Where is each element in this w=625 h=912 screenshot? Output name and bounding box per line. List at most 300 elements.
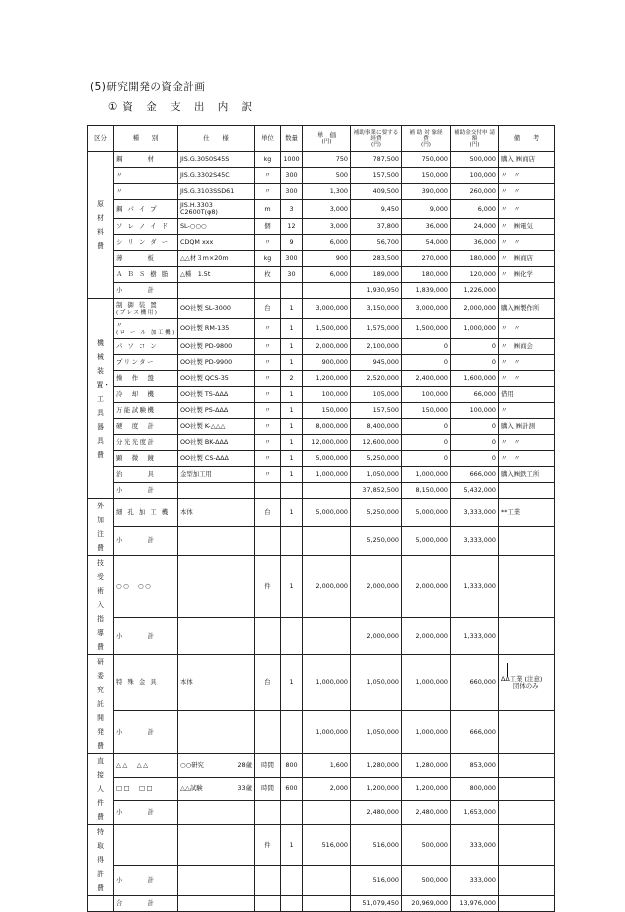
item-quantity: 1 <box>281 387 303 403</box>
table-row <box>88 777 555 801</box>
header-koufu <box>451 126 499 152</box>
item-quantity: 1000 <box>281 152 303 168</box>
item-grant-amount: 500,000 <box>451 152 499 168</box>
item-type-note: (ロ ー ル 加工機) <box>116 329 176 336</box>
item-project-cost: 37,800 <box>351 219 402 235</box>
table-row <box>88 435 555 451</box>
item-quantity: 12 <box>281 219 303 235</box>
item-quantity: 2 <box>281 371 303 387</box>
item-type-text: 〃 <box>116 320 124 329</box>
item-grant-amount: 3,333,000 <box>451 499 499 527</box>
item-remarks-text: 〃 ㈱商会 <box>501 342 533 350</box>
item-type <box>114 556 178 618</box>
header-bikou: 備 考 <box>499 126 555 152</box>
header-jigyouhi-label: 補助事業に要する経費 <box>353 129 399 142</box>
table-row <box>88 403 555 419</box>
header-tanka-unit: (円) <box>321 139 332 145</box>
item-type-text: 鋼 材 <box>116 155 156 163</box>
table-row <box>88 184 555 200</box>
item-spec <box>178 251 255 267</box>
item-remarks <box>499 435 555 451</box>
item-unit-price: 100,000 <box>303 387 351 403</box>
item-type <box>114 467 178 483</box>
item-grant-amount: 120,000 <box>451 267 499 283</box>
total-label: 合 計 <box>114 896 178 912</box>
subtotal-spec <box>178 526 255 555</box>
subtotal-unit <box>255 483 281 499</box>
item-quantity: 300 <box>281 168 303 184</box>
item-remarks-note: 団体のみ <box>513 681 539 690</box>
item-type <box>114 319 178 339</box>
subtotal-project-cost: 1,050,000 <box>351 711 402 754</box>
subtotal-unit-price <box>303 526 351 555</box>
item-grant-amount: 666,000 <box>451 467 499 483</box>
item-unit: 台 <box>255 299 281 319</box>
item-spec-text: 本体 <box>180 507 193 516</box>
item-remarks-text: 〃 〃 <box>501 324 521 332</box>
item-spec-text: ○○研究 <box>180 760 204 769</box>
item-remarks <box>499 467 555 483</box>
item-type <box>114 403 178 419</box>
item-quantity: 1 <box>281 467 303 483</box>
item-project-cost: 5,250,000 <box>351 499 402 527</box>
item-eligible-cost: 36,000 <box>402 219 451 235</box>
item-remarks-text: 購入 ㈱計測 <box>501 422 535 430</box>
total-eligible-cost: 20,969,000 <box>402 896 451 912</box>
item-type-text: 〃 <box>116 187 124 195</box>
item-grant-amount: 36,000 <box>451 235 499 251</box>
item-eligible-cost: 750,000 <box>402 152 451 168</box>
table-row <box>88 387 555 403</box>
header-tanka <box>303 126 351 152</box>
subtotal-grant-amount: 3,333,000 <box>451 526 499 555</box>
item-eligible-cost: 0 <box>402 451 451 467</box>
header-taishou-unit: (円) <box>421 141 431 148</box>
item-grant-amount: 800,000 <box>451 777 499 801</box>
section-label-text: 研委究託開発費 <box>97 658 104 750</box>
subtotal-remarks <box>499 618 555 655</box>
item-type <box>114 754 178 778</box>
item-unit-price: 1,300 <box>303 184 351 200</box>
subtotal-unit <box>255 866 281 896</box>
item-unit-price: 500 <box>303 168 351 184</box>
item-remarks <box>499 168 555 184</box>
item-grant-amount: 0 <box>451 355 499 371</box>
budget-table <box>87 125 555 912</box>
section-subtitle: ①資 金 支 出 内 訳 <box>108 101 258 113</box>
item-project-cost: 3,150,000 <box>351 299 402 319</box>
item-project-cost: 105,000 <box>351 387 402 403</box>
item-remarks <box>499 319 555 339</box>
item-unit-price: 900,000 <box>303 355 351 371</box>
item-quantity: 1 <box>281 655 303 711</box>
item-quantity: 300 <box>281 251 303 267</box>
item-type-text: ソ レ ノ イ ド <box>116 222 170 230</box>
header-suuryou: 数量 <box>281 126 303 152</box>
table-row <box>88 451 555 467</box>
total-grant-amount: 13,976,000 <box>451 896 499 912</box>
item-eligible-cost: 2,000,000 <box>402 556 451 618</box>
total-unit <box>255 896 281 912</box>
item-remarks-text: 〃 〃 <box>501 454 521 462</box>
item-remarks-text: **工業 <box>501 507 521 516</box>
subtotal-spec <box>178 711 255 754</box>
table-row <box>88 267 555 283</box>
subtotal-quantity <box>281 711 303 754</box>
item-type-text: 制 御 装 置 <box>116 300 159 309</box>
item-remarks <box>499 777 555 801</box>
item-type <box>114 152 178 168</box>
item-spec <box>178 387 255 403</box>
item-unit-price: 2,000,000 <box>303 339 351 355</box>
item-unit: 〃 <box>255 451 281 467</box>
item-unit-price: 5,000,000 <box>303 499 351 527</box>
item-grant-amount: 333,000 <box>451 825 499 866</box>
item-type-text: 薄 板 <box>116 254 156 262</box>
item-eligible-cost: 0 <box>402 419 451 435</box>
item-unit: 〃 <box>255 371 281 387</box>
subtotal-remarks <box>499 866 555 896</box>
item-remarks <box>499 754 555 778</box>
item-type-text: □□ □□ <box>116 784 155 793</box>
item-eligible-cost: 500,000 <box>402 825 451 866</box>
item-quantity: 300 <box>281 184 303 200</box>
item-unit: kg <box>255 251 281 267</box>
item-unit: 台 <box>255 655 281 711</box>
subtotal-project-cost: 37,852,500 <box>351 483 402 499</box>
item-quantity: 1 <box>281 499 303 527</box>
item-quantity: 1 <box>281 419 303 435</box>
item-remarks <box>499 152 555 168</box>
item-unit-price: 3,000 <box>303 200 351 219</box>
table-row <box>88 655 555 711</box>
item-remarks <box>499 655 555 711</box>
item-spec <box>178 499 255 527</box>
item-spec <box>178 184 255 200</box>
item-grant-amount: 0 <box>451 339 499 355</box>
item-quantity: 1 <box>281 451 303 467</box>
item-eligible-cost: 150,000 <box>402 168 451 184</box>
item-grant-amount: 0 <box>451 419 499 435</box>
item-type-text: 分光光度計 <box>116 438 156 446</box>
item-eligible-cost: 100,000 <box>402 387 451 403</box>
item-type-note: (プレス機用) <box>116 309 159 316</box>
subtotal-eligible-cost: 2,480,000 <box>402 801 451 825</box>
item-grant-amount: 853,000 <box>451 754 499 778</box>
item-type <box>114 267 178 283</box>
table-row <box>88 825 555 866</box>
item-type-text: 鋼 パ イ プ <box>116 204 159 213</box>
item-type <box>114 777 178 801</box>
bracket-mark <box>502 663 508 677</box>
item-grant-amount: 1,000,000 <box>451 319 499 339</box>
item-type-text: 特 殊 金 具 <box>116 678 159 687</box>
item-remarks-text: 〃 <box>501 406 508 414</box>
item-unit: 〃 <box>255 387 281 403</box>
item-grant-amount: 66,000 <box>451 387 499 403</box>
item-unit-price: 2,000 <box>303 777 351 801</box>
item-unit: 時間 <box>255 777 281 801</box>
header-jigyouhi <box>351 126 402 152</box>
item-grant-amount: 180,000 <box>451 251 499 267</box>
subtotal-unit-price <box>303 801 351 825</box>
item-type <box>114 499 178 527</box>
table-row <box>88 219 555 235</box>
subtotal-unit-price <box>303 283 351 299</box>
item-unit: 〃 <box>255 168 281 184</box>
table-header <box>88 126 555 152</box>
item-project-cost: 157,500 <box>351 403 402 419</box>
item-quantity: 1 <box>281 556 303 618</box>
item-remarks-text: 借用 <box>501 390 514 398</box>
item-project-cost: 157,500 <box>351 168 402 184</box>
item-remarks <box>499 825 555 866</box>
item-unit: 〃 <box>255 319 281 339</box>
table-row <box>88 152 555 168</box>
subtotal-quantity <box>281 801 303 825</box>
subtotal-unit-price <box>303 483 351 499</box>
item-eligible-cost: 2,400,000 <box>402 371 451 387</box>
section-label <box>88 299 114 499</box>
page-title: (5)研究開発の資金計画 <box>90 81 206 93</box>
subtotal-row <box>88 483 555 499</box>
subtotal-eligible-cost: 5,000,000 <box>402 526 451 555</box>
subtotal-quantity <box>281 483 303 499</box>
section-label-text: 直接人件費 <box>97 757 104 821</box>
item-quantity: 600 <box>281 777 303 801</box>
item-type-text: 万能試験機 <box>116 406 156 414</box>
item-remarks <box>499 184 555 200</box>
table-row <box>88 235 555 251</box>
item-eligible-cost: 1,000,000 <box>402 467 451 483</box>
item-spec-text: SL-○○○ <box>180 222 207 230</box>
item-remarks <box>499 251 555 267</box>
item-type <box>114 387 178 403</box>
header-shubetsu: 種 別 <box>114 126 178 152</box>
subtotal-unit-price <box>303 866 351 896</box>
item-unit: 〃 <box>255 339 281 355</box>
header-taishou <box>402 126 454 152</box>
subtotal-unit-price <box>303 618 351 655</box>
item-project-cost: 1,200,000 <box>351 777 402 801</box>
header-shiyou: 仕 様 <box>178 126 255 152</box>
header-taishou-label: 補 助 対 象経 費 <box>409 129 454 142</box>
item-spec-text: OO社製 BK-ΔΔΔ <box>180 438 229 446</box>
item-eligible-cost: 1,200,000 <box>402 777 451 801</box>
item-remarks-text: 〃 〃 <box>501 171 521 179</box>
subtotal-spec <box>178 801 255 825</box>
item-unit-price: 1,500,000 <box>303 319 351 339</box>
section-label <box>88 499 114 556</box>
subtotal-row <box>88 866 555 896</box>
total-quantity <box>281 896 303 912</box>
item-spec-text: OO社製 CS-ΔΔΔ <box>180 454 229 462</box>
total-project-cost: 51,079,450 <box>351 896 402 912</box>
item-type-text: 冷 却 機 <box>116 390 156 398</box>
item-unit-price: 12,000,000 <box>303 435 351 451</box>
item-project-cost: 1,050,000 <box>351 655 402 711</box>
total-remarks <box>499 896 555 912</box>
table-row <box>88 355 555 371</box>
table-row <box>88 754 555 778</box>
item-unit-price: 1,000,000 <box>303 655 351 711</box>
subtotal-row <box>88 283 555 299</box>
item-quantity: 1 <box>281 355 303 371</box>
section-label <box>88 556 114 655</box>
item-unit-price: 8,000,000 <box>303 419 351 435</box>
item-grant-amount: 1,600,000 <box>451 371 499 387</box>
item-remarks-text: 購入㈱鉄工所 <box>501 470 540 478</box>
item-unit: 件 <box>255 825 281 866</box>
item-remarks <box>499 235 555 251</box>
item-unit: 〃 <box>255 435 281 451</box>
item-eligible-cost: 270,000 <box>402 251 451 267</box>
item-spec <box>178 200 255 219</box>
table-row <box>88 200 555 219</box>
subtotal-unit <box>255 801 281 825</box>
item-unit: 枚 <box>255 267 281 283</box>
item-type <box>114 235 178 251</box>
item-type-text: 治 具 <box>116 470 156 478</box>
subtotal-grant-amount: 333,000 <box>451 866 499 896</box>
item-remarks-text: 購入㈱製作所 <box>501 304 540 312</box>
item-unit-price: 1,000,000 <box>303 467 351 483</box>
item-type <box>114 355 178 371</box>
subtotal-grant-amount: 5,432,000 <box>451 483 499 499</box>
item-type-text: パ ソ コ ン <box>116 342 159 350</box>
subtotal-unit <box>255 526 281 555</box>
item-quantity: 1 <box>281 299 303 319</box>
item-project-cost: 1,050,000 <box>351 467 402 483</box>
subtotal-remarks <box>499 526 555 555</box>
item-eligible-cost: 54,000 <box>402 235 451 251</box>
item-unit-price: 1,200,000 <box>303 371 351 387</box>
item-eligible-cost: 390,000 <box>402 184 451 200</box>
item-eligible-cost: 1,500,000 <box>402 319 451 339</box>
item-spec <box>178 754 255 778</box>
table-row <box>88 251 555 267</box>
item-project-cost: 56,700 <box>351 235 402 251</box>
item-eligible-cost: 150,000 <box>402 403 451 419</box>
item-unit-price: 3,000,000 <box>303 299 351 319</box>
item-type <box>114 299 178 319</box>
subtotal-eligible-cost: 1,839,000 <box>402 283 451 299</box>
item-quantity: 1 <box>281 339 303 355</box>
subtotal-grant-amount: 1,333,000 <box>451 618 499 655</box>
item-unit-price: 3,000 <box>303 219 351 235</box>
item-type-text: 細 孔 加 工 機 <box>116 507 170 516</box>
item-unit-price: 5,000,000 <box>303 451 351 467</box>
item-remarks-text: 〃 〃 <box>501 187 521 195</box>
item-remarks-text: 〃 〃 <box>501 238 521 246</box>
table-row <box>88 339 555 355</box>
section-label <box>88 152 114 299</box>
item-project-cost: 409,500 <box>351 184 402 200</box>
subtotal-project-cost: 2,000,000 <box>351 618 402 655</box>
item-spec-text: 金型加工用 <box>180 470 212 478</box>
subtotal-label: 小 計 <box>114 801 178 825</box>
item-quantity: 9 <box>281 235 303 251</box>
item-quantity: 1 <box>281 825 303 866</box>
subtotal-row <box>88 801 555 825</box>
item-spec <box>178 152 255 168</box>
item-spec <box>178 219 255 235</box>
item-type <box>114 168 178 184</box>
item-spec <box>178 451 255 467</box>
item-project-cost: 1,575,000 <box>351 319 402 339</box>
item-project-cost: 9,450 <box>351 200 402 219</box>
item-quantity: 30 <box>281 267 303 283</box>
item-quantity: 1 <box>281 435 303 451</box>
item-remarks <box>499 499 555 527</box>
item-unit: 〃 <box>255 467 281 483</box>
item-spec-text: OO社製 PD-9800 <box>180 342 233 350</box>
subtotal-row <box>88 526 555 555</box>
table-row <box>88 467 555 483</box>
item-spec <box>178 435 255 451</box>
section-label <box>88 754 114 825</box>
item-grant-amount: 0 <box>451 451 499 467</box>
item-unit-price: 6,000 <box>303 267 351 283</box>
subtotal-eligible-cost: 2,000,000 <box>402 618 451 655</box>
item-type-text: プリンター <box>116 358 155 366</box>
total-spec <box>178 896 255 912</box>
total-row <box>88 896 555 912</box>
item-remarks <box>499 299 555 319</box>
item-spec-text: △△材３m×20m <box>180 254 229 262</box>
item-unit: 〃 <box>255 184 281 200</box>
header-tani: 単位 <box>255 126 281 152</box>
item-eligible-cost: 0 <box>402 435 451 451</box>
subtotal-grant-amount: 1,226,000 <box>451 283 499 299</box>
subtotal-unit-price: 1,000,000 <box>303 711 351 754</box>
item-spec <box>178 235 255 251</box>
item-spec-text: JIS.G.3302S45C <box>180 171 230 179</box>
item-quantity: 3 <box>281 200 303 219</box>
subtotal-label: 小 計 <box>114 526 178 555</box>
item-remarks <box>499 219 555 235</box>
item-unit-price: 750 <box>303 152 351 168</box>
item-remarks <box>499 556 555 618</box>
item-type <box>114 371 178 387</box>
item-spec <box>178 267 255 283</box>
item-spec-text: △種 1.5t <box>180 270 211 278</box>
item-spec <box>178 319 255 339</box>
section-label-text: 原材料費 <box>97 200 104 250</box>
subtotal-remarks <box>499 711 555 754</box>
header-tanka-label: 単 価 <box>316 131 337 139</box>
item-project-cost: 5,250,000 <box>351 451 402 467</box>
item-unit-price: 516,000 <box>303 825 351 866</box>
subtotal-grant-amount: 1,653,000 <box>451 801 499 825</box>
item-remarks-text: 購入 ㈱商店 <box>501 155 535 163</box>
subtotal-project-cost: 1,930,950 <box>351 283 402 299</box>
item-spec <box>178 655 255 711</box>
item-type-text: Ａ Ｂ Ｓ 樹 脂 <box>116 270 170 278</box>
subtotal-quantity <box>281 526 303 555</box>
item-remarks-text: 〃 〃 <box>501 438 521 446</box>
item-spec <box>178 355 255 371</box>
item-spec-text: OO社製 PD-9900 <box>180 358 233 366</box>
item-unit: 〃 <box>255 355 281 371</box>
item-spec <box>178 339 255 355</box>
item-unit: kg <box>255 152 281 168</box>
item-type <box>114 184 178 200</box>
item-remarks <box>499 387 555 403</box>
item-spec-detail: C2600T(φ8) <box>180 208 218 216</box>
section-label-text: 特取得許費 <box>97 828 104 892</box>
item-spec-text: OO社製 SL-3000 <box>180 304 231 312</box>
